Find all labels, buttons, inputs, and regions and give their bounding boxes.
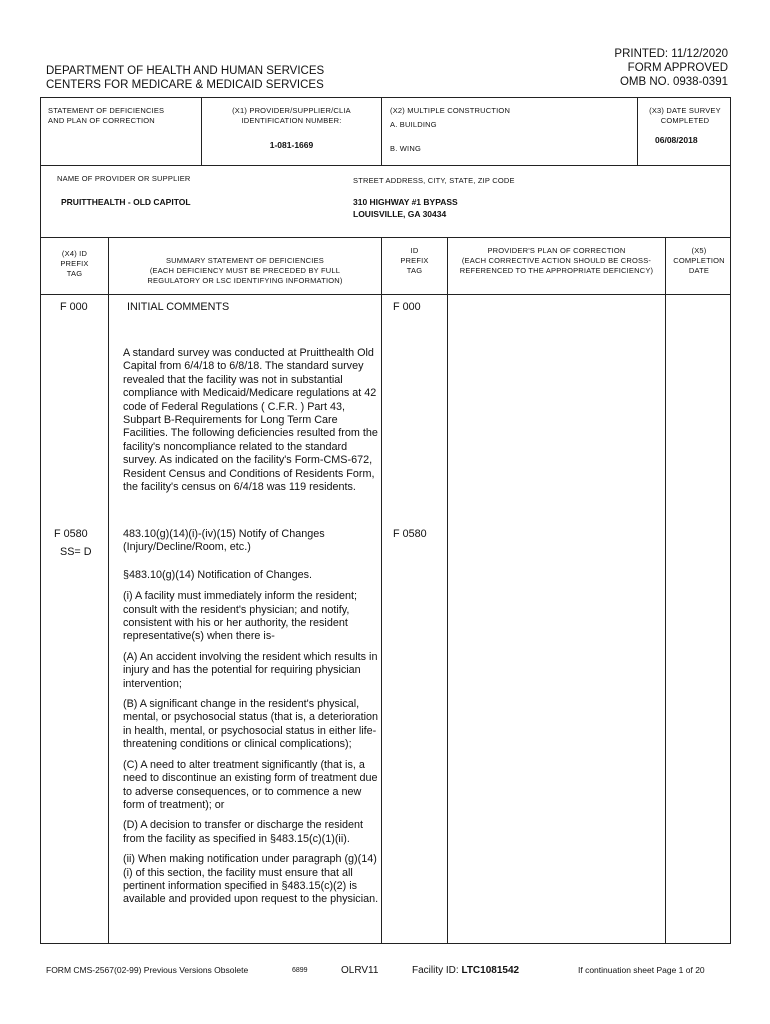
- entry-2-title: 483.10(g)(14)(i)-(iv)(15) Notify of Changes (Injury/Decline/Room, etc.): [123, 528, 325, 554]
- col-x4-header: (X4) ID PREFIX TAG: [60, 249, 89, 278]
- address-label: STREET ADDRESS, CITY, STATE, ZIP CODE: [353, 176, 515, 185]
- form-approved: FORM APPROVED: [627, 62, 728, 74]
- entry-2-para-5: (C) A need to alter treatment significantly (that is, a need to discontinue an existing form of treatment due to adverse consequences, or to commence a new form of treatment); or: [123, 758, 378, 811]
- x2-label: (X2) MULTIPLE CONSTRUCTION: [390, 106, 511, 115]
- entry-1-title: INITIAL COMMENTS: [127, 301, 230, 313]
- footer-facility-id: LTC1081542: [461, 965, 520, 976]
- entry-2-scope-severity: SS= D: [60, 546, 92, 558]
- entry-2-body: [123, 528, 379, 914]
- entry-2-para-7: (ii) When making notification under paragraph (g)(14)(i) of this section, the facility must ensure that all pertinent information specified in §483.15(c)(2) is available and provided upon request to the physician.: [123, 853, 379, 906]
- divider-columns: [41, 294, 730, 295]
- statement-label: STATEMENT OF DEFICIENCIES AND PLAN OF CORRECTION: [48, 106, 165, 125]
- agency-line-1: DEPARTMENT OF HEALTH AND HUMAN SERVICES: [46, 65, 325, 77]
- vdiv-tag: [108, 237, 109, 944]
- col-id-header: ID PREFIX TAG: [400, 246, 429, 275]
- printed-date: PRINTED: 11/12/2020: [614, 48, 728, 60]
- footer-form: FORM CMS-2567(02-99) Previous Versions Obsolete: [46, 965, 249, 975]
- entry-2-para-6: (D) A decision to transfer or discharge the resident from the facility as specified in §483.15(c)(1)(ii).: [123, 819, 364, 845]
- entry-2-para-2: (i) A facility must immediately inform the resident; consult with the resident's physician; and notify, consistent with his or her authority, the resident representative(s) when there is-: [123, 590, 358, 643]
- agency-line-2: CENTERS FOR MEDICARE & MEDICAID SERVICES: [46, 79, 324, 91]
- x3-label: (X3) DATE SURVEY COMPLETED: [649, 106, 721, 125]
- x2-building: A. BUILDING: [390, 120, 437, 129]
- x1-label: (X1) PROVIDER/SUPPLIER/CLIA IDENTIFICATION NUMBER:: [232, 106, 351, 125]
- x3-value: 06/08/2018: [655, 135, 698, 145]
- divider-provider: [41, 237, 730, 238]
- provider-label: NAME OF PROVIDER OR SUPPLIER: [57, 174, 191, 183]
- entry-2-para-3: (A) An accident involving the resident which results in injury and has the potential for requiring physician intervention;: [123, 650, 378, 690]
- entry-2-id: F 0580: [393, 528, 427, 540]
- agency-block: [46, 64, 324, 92]
- footer-continuation: If continuation sheet Page 1 of 20: [578, 965, 705, 975]
- entry-1-tag: F 000: [60, 301, 88, 313]
- col-plan-header: PROVIDER'S PLAN OF CORRECTION (EACH CORRECTIVE ACTION SHOULD BE CROSS- REFERENCED TO THE APPROPRIATE DEFICIENCY): [459, 246, 654, 275]
- entry-2-tag: F 0580: [54, 528, 88, 540]
- form-frame: [40, 97, 731, 944]
- footer-facility-label: Facility ID:: [412, 965, 459, 976]
- vdiv-plan: [665, 237, 666, 944]
- x2-wing: B. WING: [390, 144, 421, 153]
- entry-1-text: A standard survey was conducted at Pruitthealth Old Capital from 6/4/18 to 6/8/18. The standard survey revealed that the facility was not in substantial compliance with Medicaid/Medicare regulations at 42 code of Federal Regulations ( C.F.R. ) Part 43, Subpart B-Requirements for Long Term Care Facilities. The following deficiencies resulted from the facility's noncompliance related to the standard survey. As indicated on the facility's Form-CMS-672, Resident Census and Conditions of Residents Form, the facility's census on 6/4/18 was 119 residents.: [123, 347, 378, 494]
- entry-2-para-4: (B) A significant change in the resident's physical, mental, or psychosocial status (that is, a deterioration in health, mental, or psychosocial status in either life-threatening conditions or clinical complications);: [123, 698, 379, 751]
- footer-event-id: OLRV11: [341, 965, 379, 976]
- col-x5-header: (X5) COMPLETION DATE: [673, 246, 725, 275]
- vdiv-summary: [381, 237, 382, 944]
- omb-number: OMB NO. 0938-0391: [619, 76, 728, 88]
- divider-header: [41, 165, 730, 166]
- footer-facility: [412, 965, 519, 976]
- entry-1-id: F 000: [393, 301, 421, 313]
- footer-code: 6899: [292, 967, 308, 974]
- vdiv-id: [447, 237, 448, 944]
- address-line-2: LOUISVILLE, GA 30434: [353, 209, 447, 219]
- provider-name: PRUITTHEALTH - OLD CAPITOL: [61, 197, 191, 207]
- x1-value: 1-081-1669: [269, 140, 314, 150]
- entry-2-para-1: §483.10(g)(14) Notification of Changes.: [123, 568, 313, 581]
- col-summary-header: SUMMARY STATEMENT OF DEFICIENCIES (EACH DEFICIENCY MUST BE PRECEDED BY FULL REGULATORY OR LSC IDENTIFYING INFORMATION): [147, 256, 343, 285]
- printed-block: [614, 47, 728, 89]
- vdiv-x2: [381, 98, 382, 165]
- address-line-1: 310 HIGHWAY #1 BYPASS: [353, 197, 458, 207]
